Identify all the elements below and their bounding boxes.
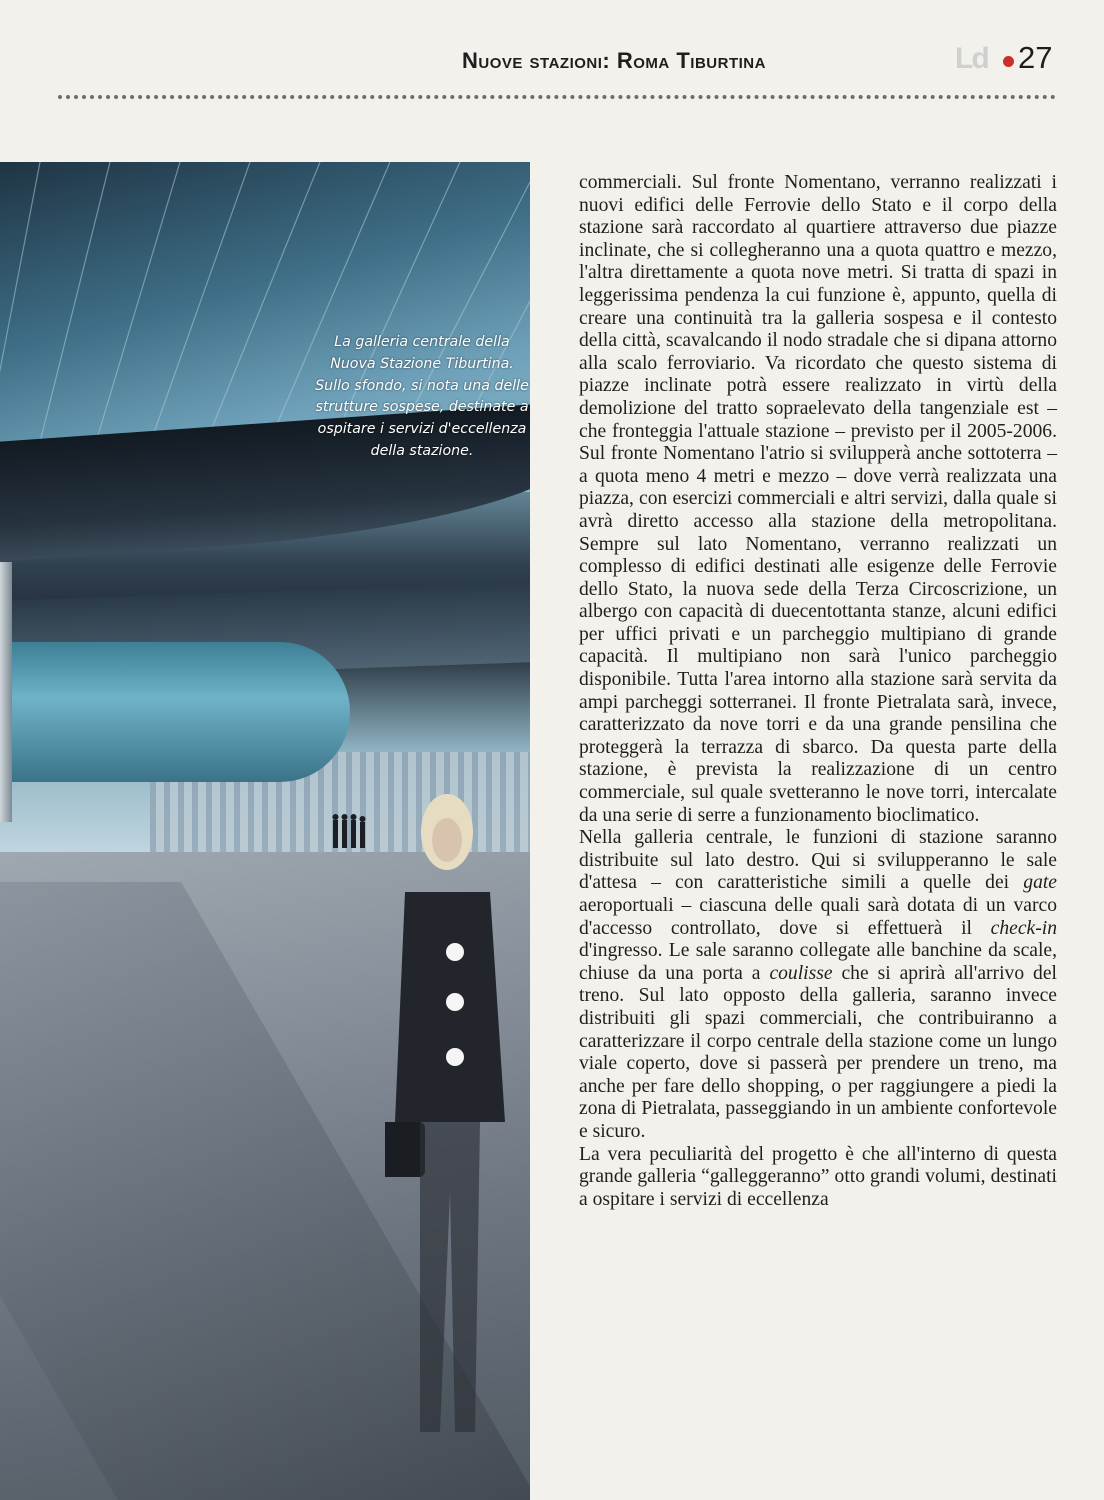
article-paragraph <box>579 827 1057 1143</box>
text-run: aeroportuali – ciascuna delle quali sarà dotata di un varco d'accesso controllato, dove si effettuerà il <box>579 895 1057 939</box>
italic-term: check-in <box>990 917 1057 939</box>
photo-caption: La galleria centrale della Nuova Stazione Tiburtina. Sullo sfondo, si nota una delle strutture sospese, destinate a ospitare i servizi d'eccellenza della stazione. <box>315 334 529 459</box>
text-run: che si aprirà all'arrivo del treno. Sul lato opposto della galleria, saranno invece distribuiti gli spazi commerciali, che contribuiranno a caratterizzare il corpo centrale della stazione come un lungo viale coperto, dove si passerà per prendere un treno, ma anche per fare dello shopping, o per raggiungere a piedi la zona di Pietralata, passeggiando in un ambiente confortevole e sicuro. <box>579 962 1057 1142</box>
photo-pillar <box>0 562 12 822</box>
photo-distant-people <box>330 812 370 852</box>
header-divider <box>58 95 1056 99</box>
italic-term: coulisse <box>769 962 833 984</box>
page-number: 27 <box>1018 40 1053 75</box>
article-body <box>579 172 1057 1211</box>
text-run: d'ingresso. Le sale saranno collegate alle banchine da scale, chiuse da una porta a <box>579 940 1057 984</box>
page-header <box>0 0 1104 100</box>
article-paragraph: La vera peculiarità del progetto è che all'interno di questa grande galleria “galleggeranno” otto grandi volumi, destinati a ospitare i servizi di eccellenza <box>579 1143 1057 1210</box>
text-run: Nella galleria centrale, le funzioni di stazione saranno distribuite sul lato destro. Qui si svilupperanno le sale d'attesa – con caratteristiche simili a quelle dei <box>579 827 1057 894</box>
italic-term: gate <box>1023 872 1057 894</box>
bullet-dot-icon <box>1003 56 1014 67</box>
section-title: Nuove stazioni: Roma Tiburtina <box>462 48 766 73</box>
station-gallery-photo <box>0 162 530 1500</box>
photo-woman-figure <box>385 792 525 1492</box>
article-paragraph: commerciali. Sul fronte Nomentano, verranno realizzati i nuovi edifici delle Ferrovie dello Stato e il corpo della stazione sarà raccordato al quartiere attraverso due piazze inclinate, che si collegheranno una a quota quattro e mezzo, l'altra direttamente a quota nove metri. Si tratta di spazi in leggerissima pendenza la cui funzione è, appunto, quella di creare una continuità tra la galleria sospesa e il contesto della città, scavalcando il nodo stradale che si dipana attorno alla scalo ferroviario. Va ricordato che questo sistema di piazze inclinate potrà essere realizzato in virtù della demolizione del tratto sopraelevato della tangenziale est – che fronteggia l'attuale stazione – previsto per il 2005-2006. Sul fronte Nomentano l'atrio si svilupperà anche sottoterra – a quota meno 4 metri e mezzo – dove verrà realizzata una piazza, con esercizi commerciali e altri servizi, dalla quale si avrà diretto accesso alla stazione della metropolitana. Sempre sul lato Nomentano, verranno realizzati un complesso di edifici destinati alle esigenze delle Ferrovie dello Stato, la nuova sede della Terza Circoscrizione, un albergo con capacità di duecentottanta stanze, alcuni edifici per uffici privati e un parcheggio multipiano di grande capacità. Il multipiano non sarà l'unico parcheggio disponibile. Tutta l'area intorno alla stazione sarà servita da ampi parcheggi sotterranei. Il fronte Pietralata sarà, invece, caratterizzato da nove torri e da una grande pensilina che proteggerà la terrazza di sbarco. Da questa parte della stazione, è prevista la realizzazione di un centro commerciale, sul quale svetteranno le nove torri, intercalate da una serie di serre a funzionamento bioclimatico. <box>579 172 1057 826</box>
magazine-logo: Ld <box>955 42 988 75</box>
photo-suspended-volume <box>0 642 350 782</box>
